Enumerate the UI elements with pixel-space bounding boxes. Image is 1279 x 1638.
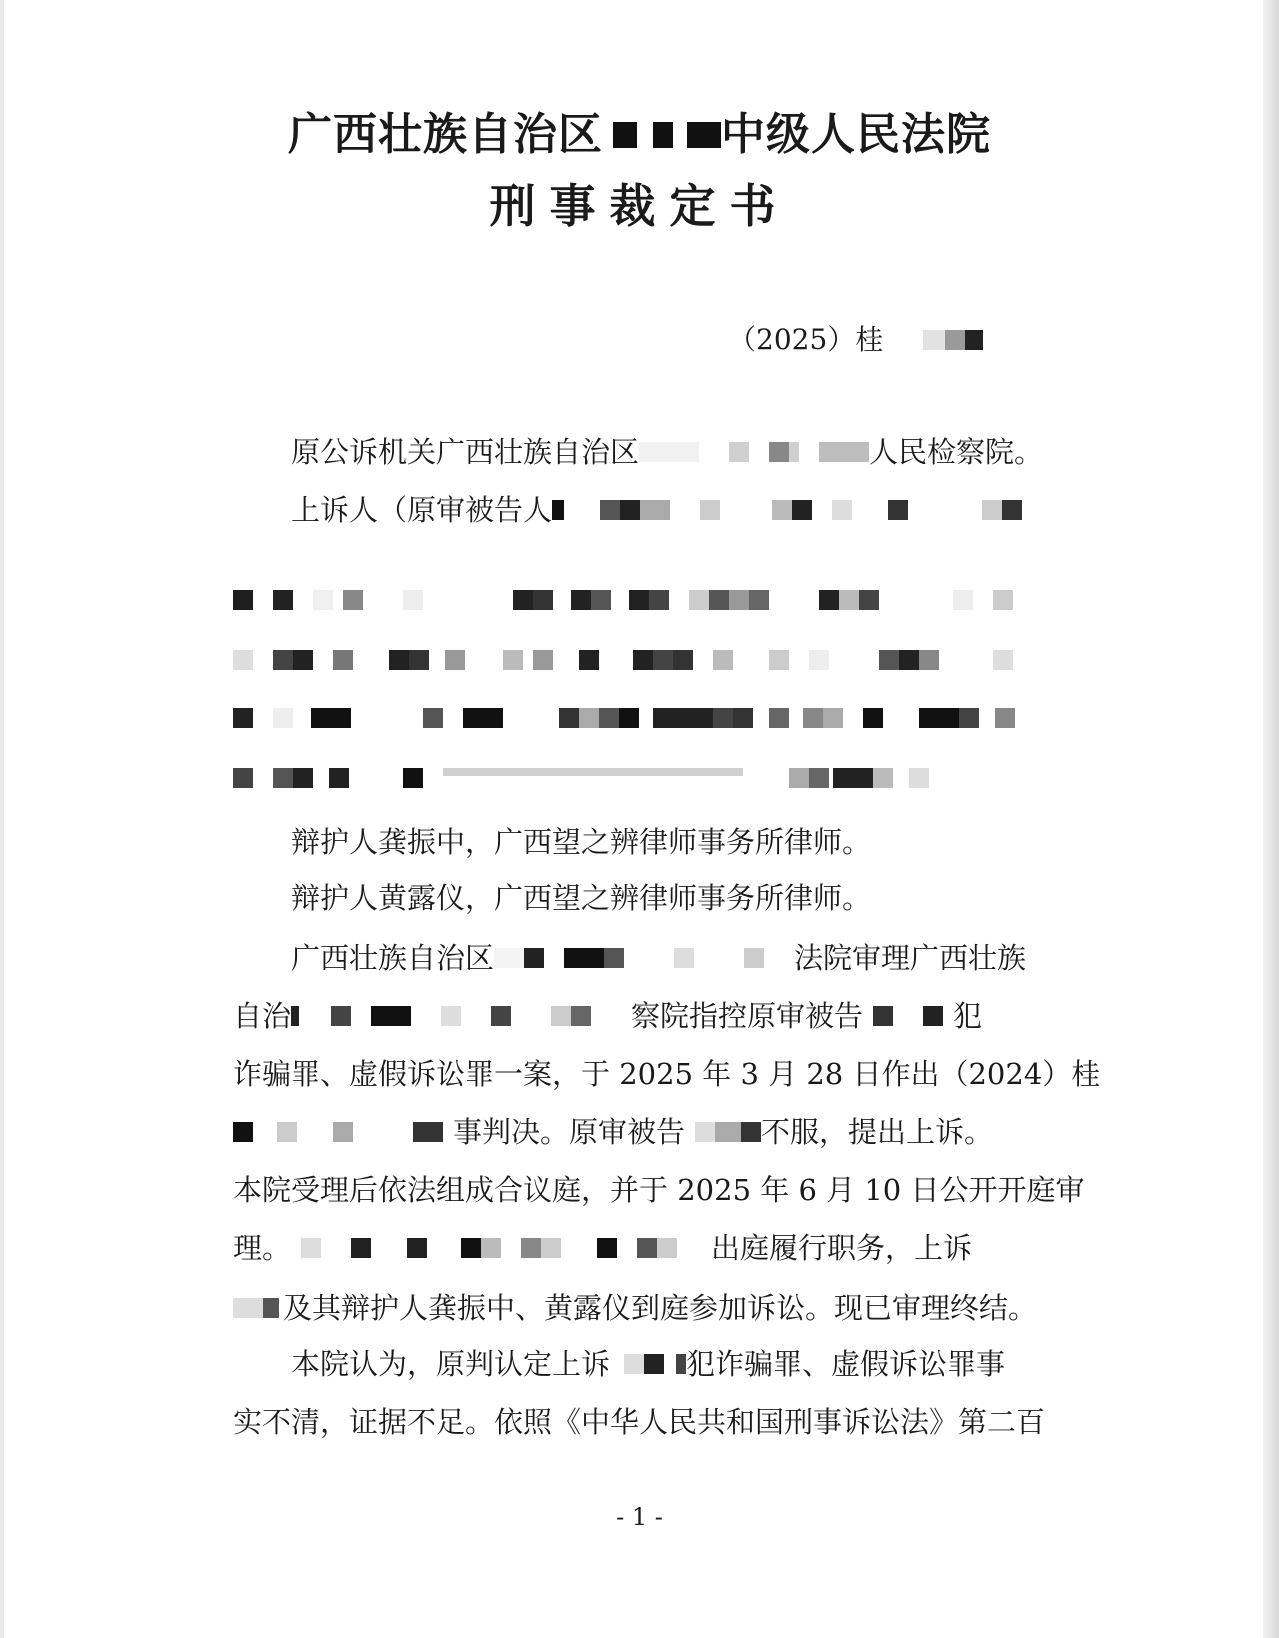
page-number: - 1 - [616, 1503, 663, 1531]
prosecutor-line [291, 432, 1109, 472]
paragraph-1-line-6 [233, 1228, 1051, 1268]
court-name-right: 中级人民法院 [721, 109, 991, 160]
p1-l6-b: 出庭履行职务，上诉 [711, 1231, 973, 1265]
redacted-row [233, 650, 1053, 670]
redacted-court [494, 948, 794, 968]
paragraph-1-line-5: 本院受理后依法组成合议庭，并于 2025 年 6 月 10 日公开开庭审 [233, 1173, 1085, 1207]
p1-l1-a: 广西壮族自治区 [291, 941, 495, 975]
paragraph-1-line-2 [233, 996, 1051, 1036]
page-edge-right [1263, 0, 1279, 1638]
p1-l4-b: 不服，提出上诉。 [761, 1115, 994, 1149]
case-number-prefix: （2025）桂 [728, 323, 884, 356]
redacted-defendant-name [863, 1006, 953, 1026]
court-name-left: 广西壮族自治区 [288, 109, 603, 160]
redacted-appellant-name [233, 1298, 283, 1318]
paragraph-1-line-7 [233, 1288, 1051, 1328]
redacted-procuratorate [291, 1006, 631, 1026]
defender-1-line: 辩护人龚振中，广西望之辨律师事务所律师。 [291, 825, 872, 859]
redacted-prosecutors [291, 1238, 711, 1258]
redacted-row [233, 768, 1053, 788]
p1-l2-b: 察院指控原审被告 [631, 999, 864, 1033]
p1-l4-a: 事判决。原审被告 [453, 1115, 686, 1149]
p2-l1-b: 犯诈骗罪、虚假诉讼罪事 [686, 1347, 1006, 1381]
paragraph-1-line-1 [291, 938, 1109, 978]
court-title [0, 98, 1279, 162]
prosecutor-text-b: 人民检察院。 [869, 435, 1044, 469]
appellant-line [291, 490, 1109, 530]
redacted-prosecutor [639, 442, 869, 462]
page-edge-left [0, 0, 4, 1638]
redacted-appellant-name-2 [610, 1354, 686, 1374]
defender-2-line: 辩护人黄露仪，广西望之辨律师事务所律师。 [291, 881, 872, 915]
p1-l7-text: 及其辩护人龚振中、黄露仪到庭参加诉讼。现已审理终结。 [283, 1291, 1038, 1325]
paragraph-2-line-1 [291, 1344, 1109, 1384]
paragraph-2-line-2: 实不清，证据不足。依照《中华人民共和国刑事诉讼法》第二百 [233, 1405, 1046, 1439]
prosecutor-text-a: 原公诉机关广西壮族自治区 [291, 435, 640, 469]
redacted-row [233, 708, 1053, 728]
redacted-appellant-info [552, 500, 1032, 520]
paragraph-1-line-3: 诈骗罪、虚假诉讼罪一案，于 2025 年 3 月 28 日作出（2024）桂 [233, 1057, 1101, 1091]
p1-l2-c: 犯 [953, 999, 983, 1033]
redacted-row [233, 590, 1053, 610]
p1-l6-a: 理。 [233, 1231, 292, 1265]
p1-l2-a: 自治 [233, 999, 292, 1033]
case-number [728, 318, 1063, 358]
p1-l1-b: 法院审理广西壮族 [794, 941, 1027, 975]
appellant-text: 上诉人（原审被告人 [291, 493, 553, 527]
p2-l1-a: 本院认为，原判认定上诉 [291, 1347, 611, 1381]
redacted-case-number [883, 330, 1063, 350]
redacted-city [603, 122, 721, 148]
redacted-judgment-number [233, 1122, 453, 1142]
paragraph-1-line-4 [233, 1112, 1051, 1152]
document-title: 刑事裁定书 [489, 179, 790, 233]
redacted-defendant-name-2 [685, 1122, 761, 1142]
